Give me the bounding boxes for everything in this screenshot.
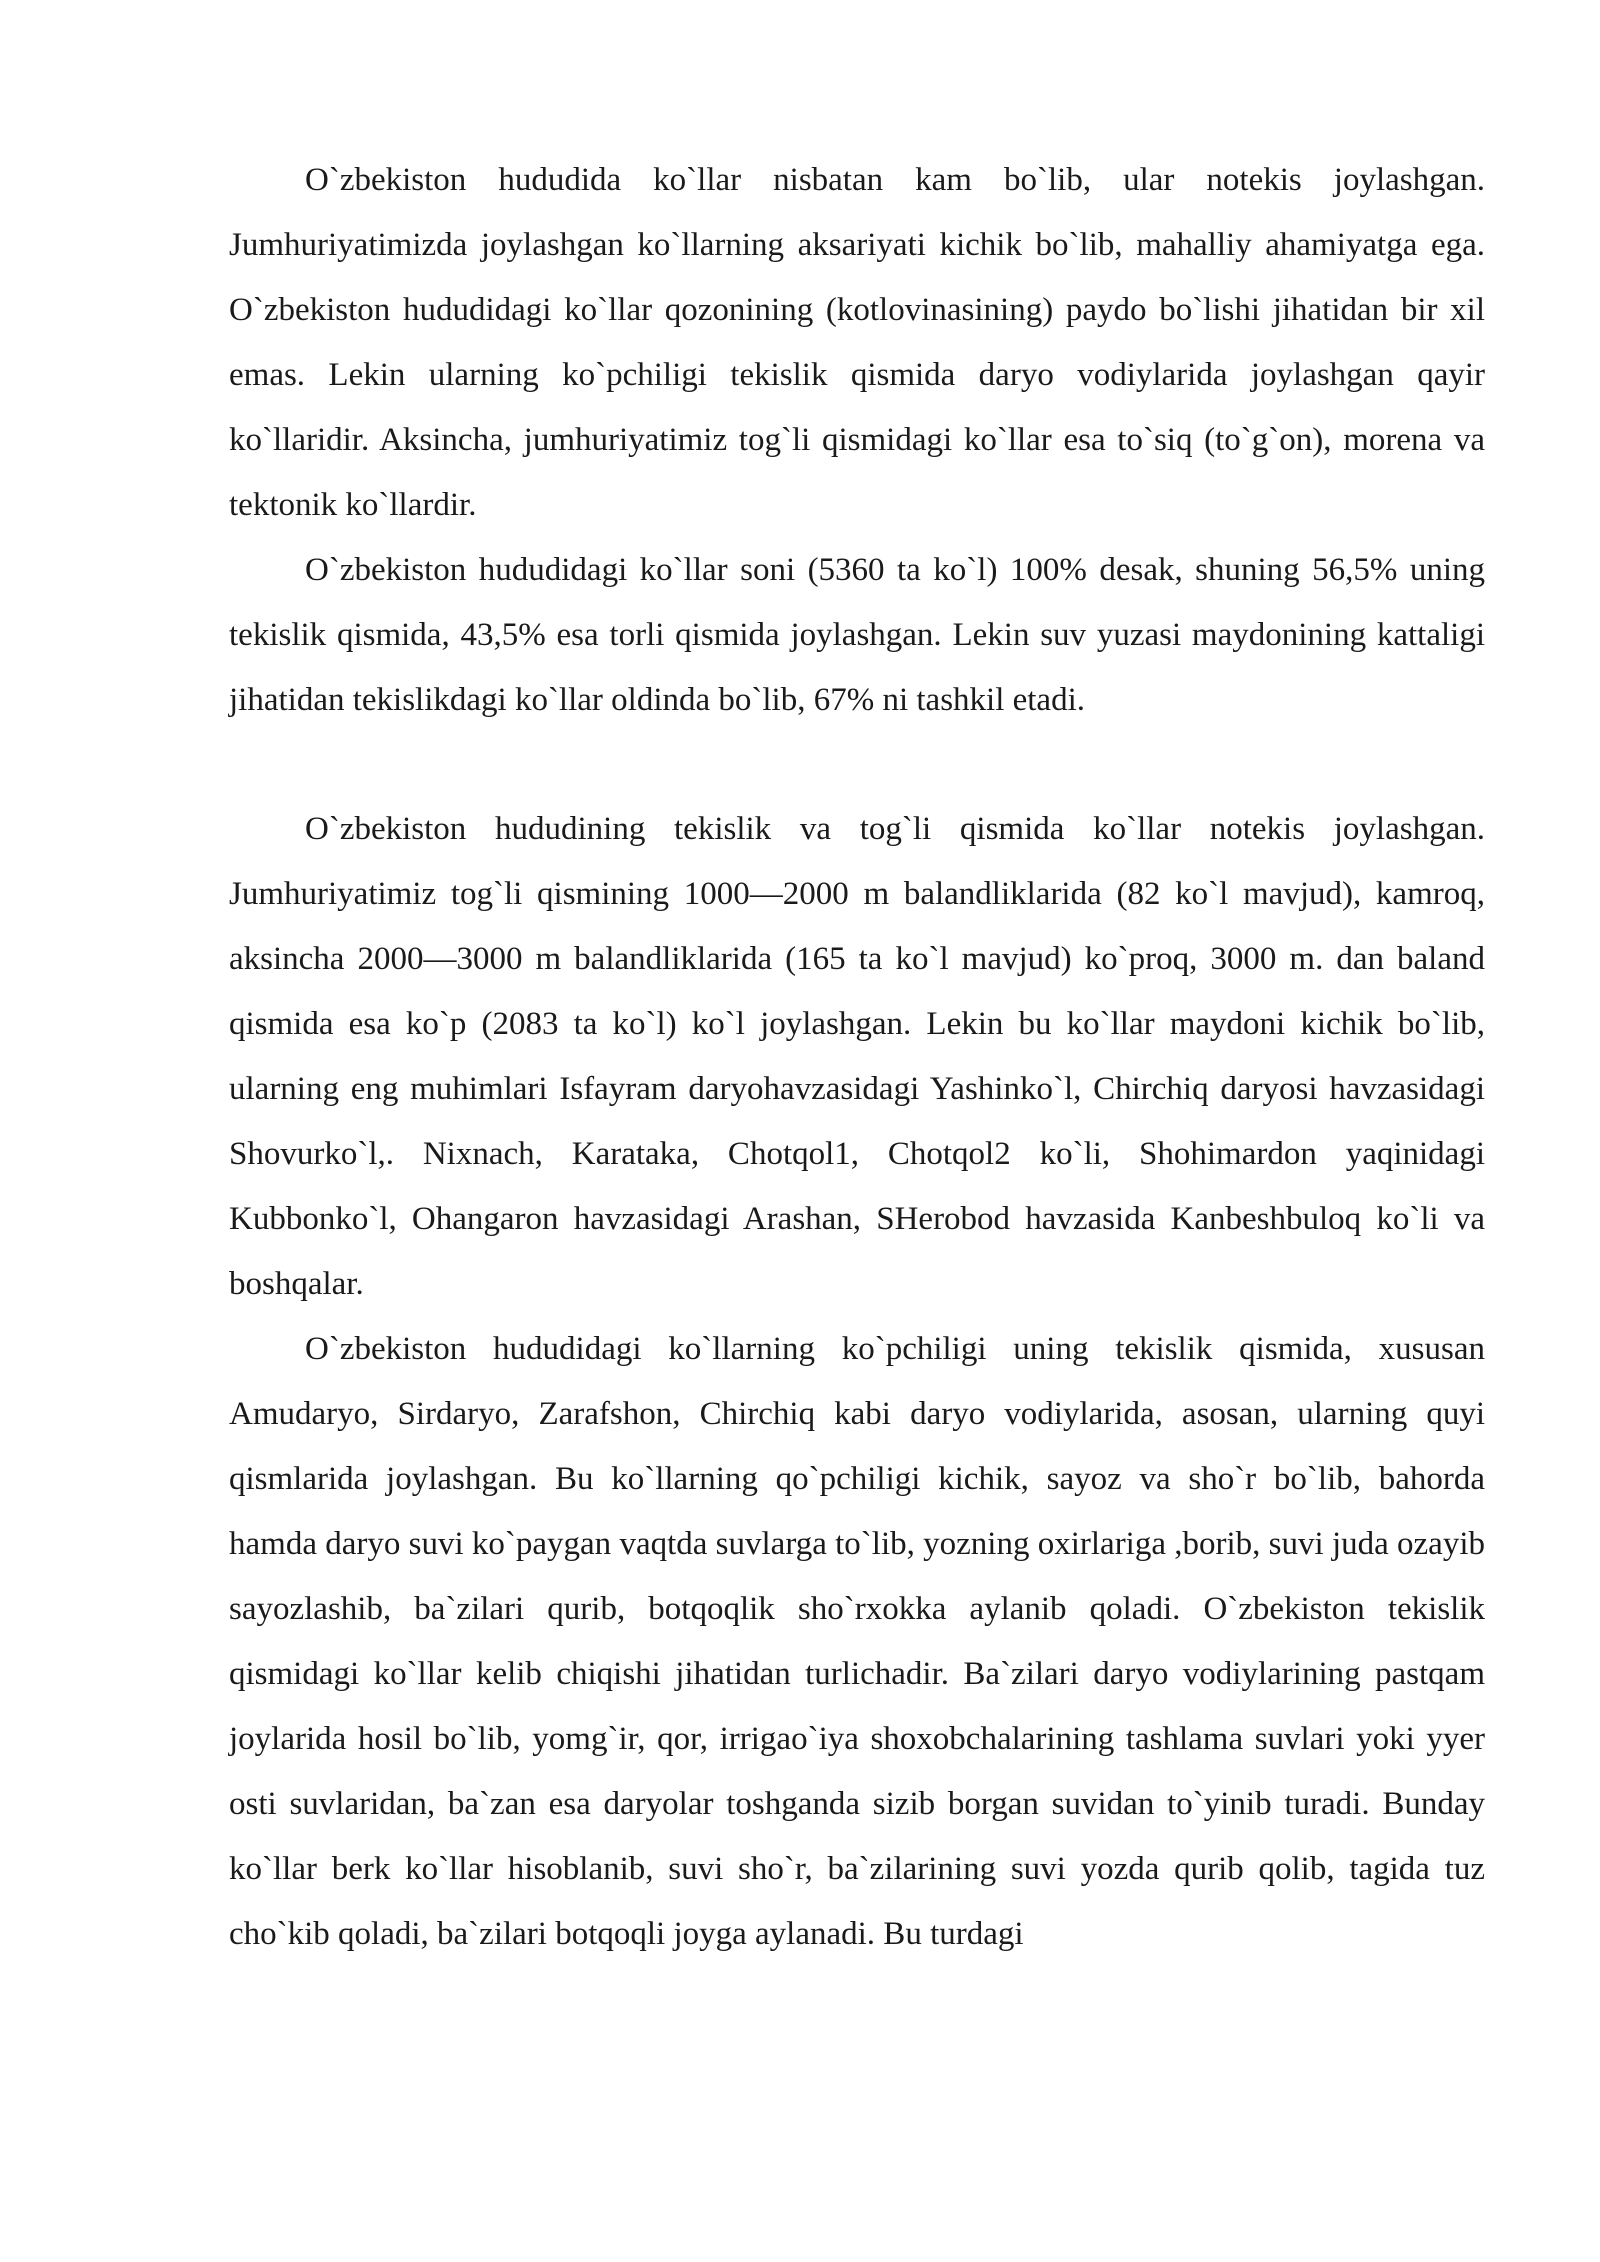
document-body: [229, 148, 1485, 1967]
paragraph-1: O`zbekiston hududida ko`llar nisbatan kam bo`lib, ular notekis joylashgan. Jumhuriyatimizda joylashgan ko`llarning aksariyati kichik bo`lib, mahalliy ahamiyatga ega. O`zbekiston hududidagi ko`llar qozonining (kotlovinasining) paydo bo`lishi jihatidan bir xil emas. Lekin ularning ko`pchiligi tekislik qismida daryo vodiylarida joylashgan qayir ko`llaridir. Aksincha, jumhuriyatimiz tog`li qismidagi ko`llar esa to`siq (to`g`on), morena va tektonik ko`llardir.: [229, 162, 1485, 523]
paragraph-3: O`zbekiston hududining tekislik va tog`li qismida ko`llar notekis joylashgan. Jumhuriyatimiz tog`li qismining 1000—2000 m balandliklarida (82 ko`l mavjud), kamroq, aksincha 2000—3000 m balandliklarida (165 ta ko`l mavjud) ko`proq, 3000 m. dan baland qismida esa ko`p (2083 ta ko`l) ko`l joylashgan. Lekin bu ko`llar maydoni kichik bo`lib, ularning eng muhimlari Isfayram daryohavzasidagi Yashinko`l, Chirchiq daryosi havzasidagi Shovurko`l,. Nixnach, Karataka, Chotqol1, Chotqol2 ko`li, Shohimardon yaqinidagi Kubbonko`l, Ohangaron havzasidagi Arashan, SHerobod havzasida Kanbeshbuloq ko`li va boshqalar.: [229, 811, 1485, 1302]
paragraph-spacer: [229, 733, 1485, 797]
paragraph-4: O`zbekiston hududidagi ko`llarning ko`pchiligi uning tekislik qismida, xususan Amudaryo, Sirdaryo, Zarafshon, Chirchiq kabi daryo vodiylarida, asosan, ularning quyi qismlarida joylashgan. Bu ko`llarning qo`pchiligi kichik, sayoz va sho`r bo`lib, bahorda hamda daryo suvi ko`paygan vaqtda suvlarga to`lib, yozning oxirlariga ,borib, suvi juda ozayib sayozlashib, ba`zilari qurib, botqoqlik sho`rxokka aylanib qoladi. O`zbekiston tekislik qismidagi ko`llar kelib chiqishi jihatidan turlichadir. Ba`zilari daryo vodiylarining pastqam joylarida hosil bo`lib, yomg`ir, qor, irrigao`iya shoxobchalarining tashlama suvlari yoki yyer osti suvlaridan, ba`zan esa daryolar toshganda sizib borgan suvidan to`yinib turadi. Bunday ko`llar berk ko`llar hisoblanib, suvi sho`r, ba`zilarining suvi yozda qurib qolib, tagida tuz cho`kib qoladi, ba`zilari botqoqli joyga aylanadi. Bu turdagi: [229, 1331, 1485, 1952]
paragraph-2: O`zbekiston hududidagi ko`llar soni (5360 ta ko`l) 100% desak, shuning 56,5% uning tekislik qismida, 43,5% esa torli qismida joylashgan. Lekin suv yuzasi maydonining kattaligi jihatidan tekislikdagi ko`llar oldinda bo`lib, 67% ni tashkil etadi.: [229, 552, 1485, 718]
